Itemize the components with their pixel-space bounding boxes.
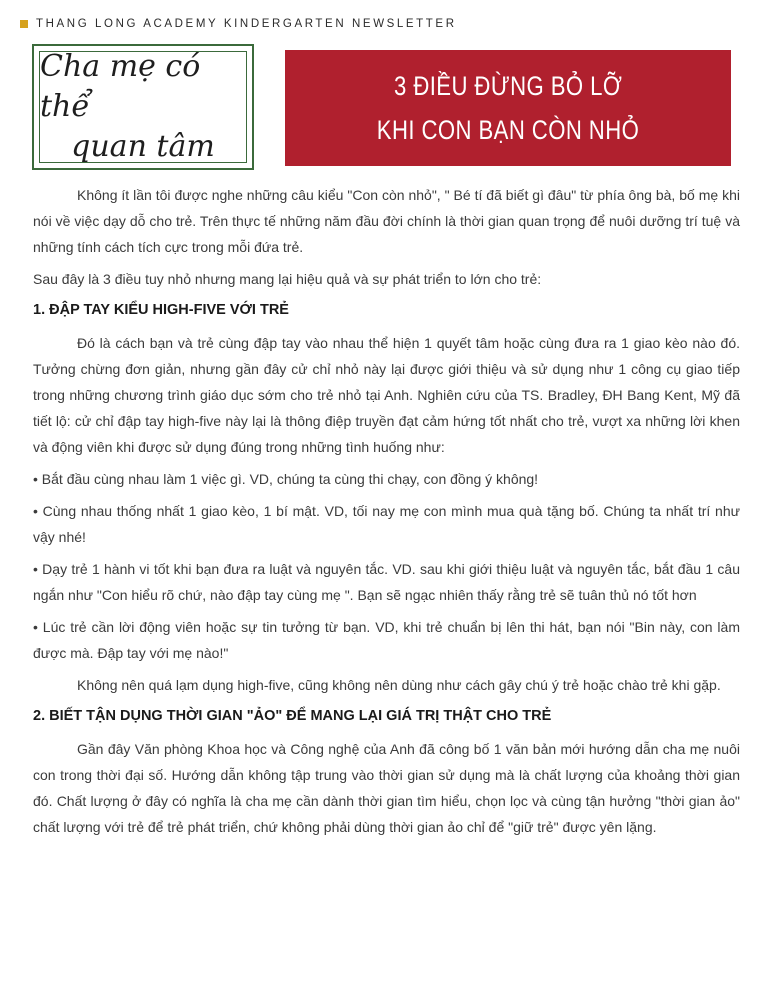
column-label-line-2: quan tâm [71, 129, 215, 164]
gold-square-marker [20, 20, 28, 28]
article-title-line-2: KHI CON BẠN CÒN NHỎ [376, 115, 640, 145]
bullet-item-1: • Bắt đầu cùng nhau làm 1 việc gì. VD, chúng ta cùng thi chạy, con đồng ý không! [33, 471, 539, 487]
intro-paragraph: Không ít lần tôi được nghe những câu kiểu "Con còn nhỏ", " Bé tí đã biết gì đâu" từ phía ông bà, bố mẹ khi nói về việc dạy dỗ cho trẻ. Trên thực tế những năm đầu đời chính là thời gian quan trọng để nuôi dưỡng trí tuệ và những tính cách tích cực trong mỗi đứa trẻ. [33, 187, 740, 255]
section-1-paragraph: Đó là cách bạn và trẻ cùng đập tay vào nhau thể hiện 1 quyết tâm hoặc cùng đưa ra 1 giao kèo nào đó. Tưởng chừng đơn giản, nhưng gần đây cử chỉ nhỏ này lại được giới thiệu và sử dụng như 1 công cụ giao tiếp trong những chương trình giáo dục sớm cho trẻ nhỏ tại Anh. Nghiên cứu của TS. Bradley, ĐH Bang Kent, Mỹ đã tiết lộ: cử chỉ đập tay high-five này lại là thông điệp truyền đạt cảm hứng tốt nhất cho trẻ, vượt xa những lời khen và động viên khi được sử dụng đúng trong những tình huống như: [33, 335, 740, 455]
section-2-heading: 2. BIẾT TẬN DỤNG THỜI GIAN "ẢO" ĐỂ MANG LẠI GIÁ TRỊ THẬT CHO TRẺ [33, 708, 552, 724]
newsletter-header [20, 18, 457, 30]
section-1-heading: 1. ĐẬP TAY KIỂU HIGH-FIVE VỚI TRẺ [33, 302, 289, 318]
article-title-box [285, 50, 731, 166]
bullet-item-2: • Cùng nhau thống nhất 1 giao kèo, 1 bí mật. VD, tối nay mẹ con mình mua quà tặng bố. Chúng ta nhất trí như vậy nhé! [33, 503, 740, 545]
newsletter-title: THANG LONG ACADEMY KINDERGARTEN NEWSLETTER [36, 18, 457, 30]
article-title-line-1: 3 ĐIỀU ĐỪNG BỎ LỠ [393, 71, 623, 101]
lead-paragraph: Sau đây là 3 điều tuy nhỏ nhưng mang lại hiệu quả và sự phát triển to lớn cho trẻ: [33, 271, 542, 287]
article-body [33, 182, 740, 846]
bullet-item-4: • Lúc trẻ cần lời động viên hoặc sự tin tưởng từ bạn. VD, khi trẻ chuẩn bị lên thi hát, bạn nói "Bin này, con làm được mà. Đập tay với mẹ nào!" [33, 619, 740, 661]
bullet-item-3: • Dạy trẻ 1 hành vi tốt khi bạn đưa ra luật và nguyên tắc. VD. sau khi giới thiệu luật và nguyên tắc, bắt đầu 1 câu ngắn như "Con hiểu rõ chứ, nào đập tay cùng mẹ ". Bạn sẽ ngạc nhiên thấy rằng trẻ sẽ tuân thủ nó tốt hơn [33, 561, 740, 603]
section-2-paragraph: Gần đây Văn phòng Khoa học và Công nghệ của Anh đã công bố 1 văn bản mới hướng dẫn cha mẹ nuôi con trong thời đại số. Hướng dẫn không tập trung vào thời gian sử dụng mà là chất lượng của khoảng thời gian đó. Chất lượng ở đây có nghĩa là cha mẹ cần dành thời gian tìm hiểu, chọn lọc và cùng tận hưởng "thời gian ảo" chất lượng với trẻ để trẻ phát triển, chứ không phải dùng thời gian ảo chỉ để "giữ trẻ" được yên lặng. [33, 741, 740, 835]
column-label-line-1: Cha mẹ có thể [40, 49, 201, 124]
column-label-inner [39, 51, 247, 163]
section-1-closing-paragraph: Không nên quá lạm dụng high-five, cũng không nên dùng như cách gây chú ý trẻ hoặc chào trẻ khi gặp. [77, 677, 721, 693]
column-label-frame [32, 44, 254, 170]
